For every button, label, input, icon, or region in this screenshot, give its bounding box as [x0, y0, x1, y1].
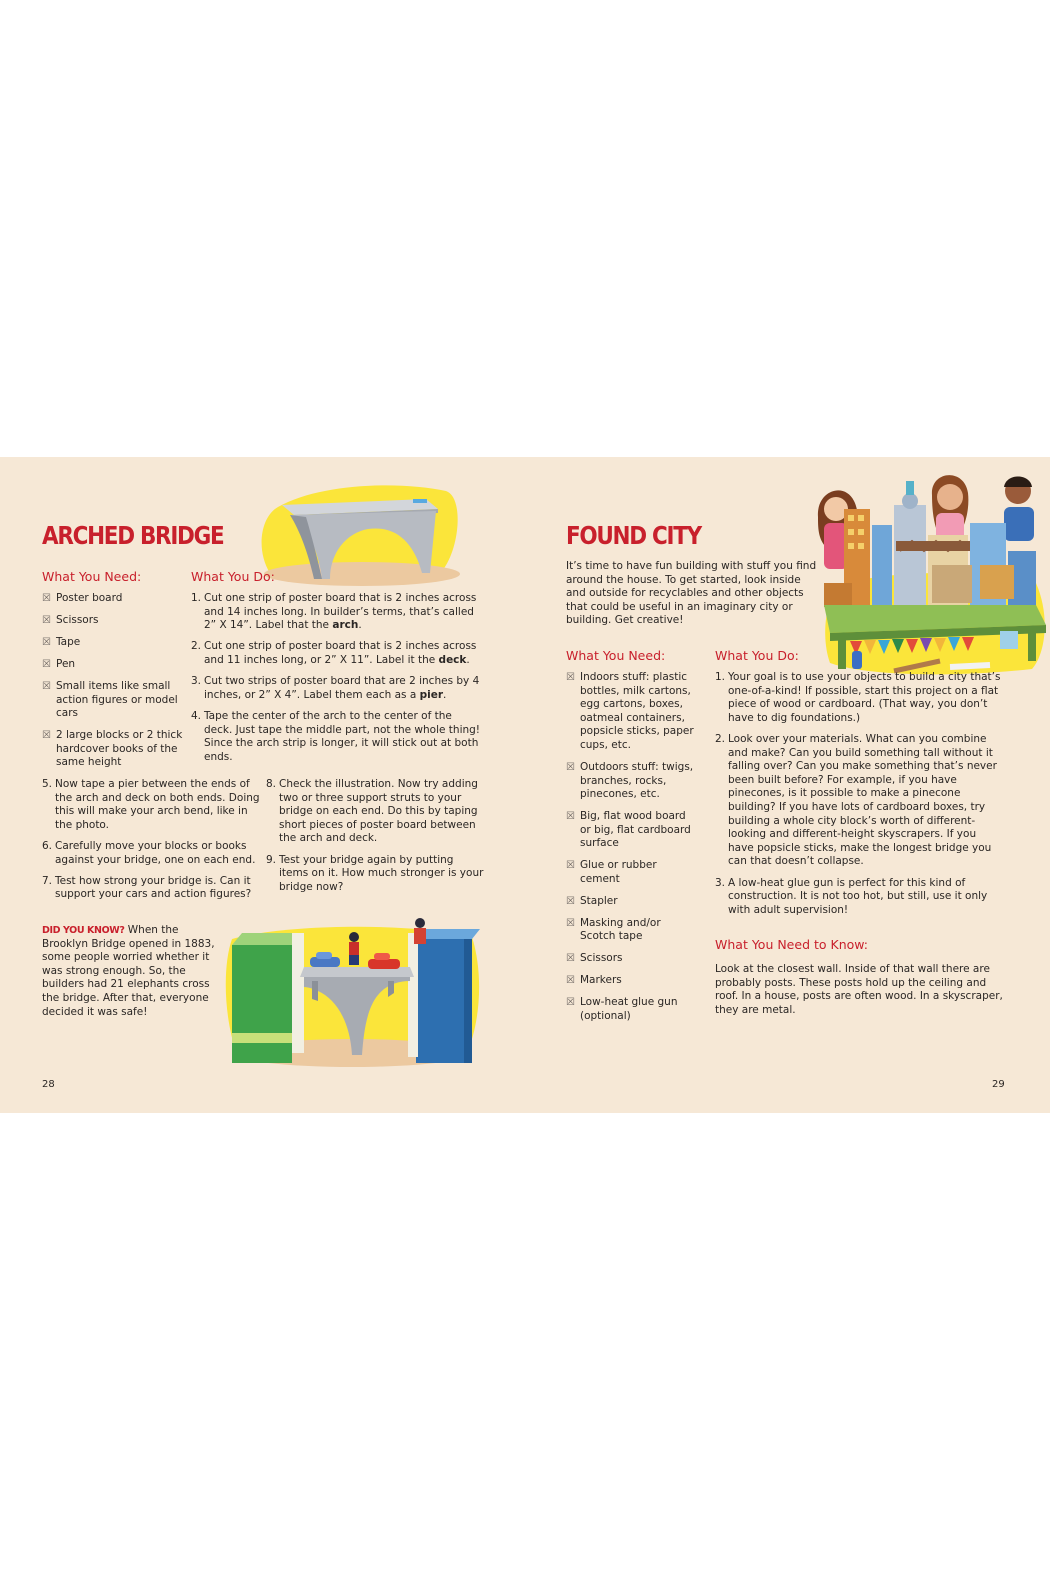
- bullet-icon: ☒: [566, 917, 575, 929]
- kids-city-illustration: [800, 465, 1050, 677]
- bullet-icon: ☒: [566, 761, 575, 773]
- list-item: ☒ Outdoors stuff: twigs, branches, rocks, pinecones, etc.: [566, 760, 694, 801]
- list-item: ☒ Glue or rubber cement: [566, 859, 657, 885]
- book-spread: [0, 457, 1050, 1113]
- list-item: ☒ Stapler: [566, 894, 618, 907]
- list-item: ☒ Low-heat glue gun (optional): [566, 996, 678, 1022]
- list-item: ☒ Small items like small action figures or model cars: [42, 679, 178, 720]
- list-item: ☒ Big, flat wood board or big, flat cardboard surface: [566, 810, 691, 850]
- bullet-icon: ☒: [42, 614, 51, 626]
- list-item: ☒ Scissors: [42, 613, 99, 626]
- what-you-need-heading: What You Need:: [42, 569, 142, 584]
- book-bridge-illustration: [218, 915, 486, 1073]
- bullet-icon: ☒: [42, 730, 51, 742]
- list-item: ☒ Poster board: [42, 592, 123, 604]
- what-you-need-heading-right: What You Need:: [566, 648, 666, 663]
- list-item: ☒ Tape: [42, 635, 81, 648]
- did-you-know-label: DID YOU KNOW?: [42, 925, 125, 936]
- left-steps-1-4: [191, 592, 481, 772]
- page-number-left: 28: [42, 1079, 55, 1090]
- bullet-icon: ☒: [42, 636, 51, 648]
- left-steps-5-7: [42, 778, 260, 910]
- bullet-icon: ☒: [566, 975, 575, 987]
- what-you-need-to-know-text: Look at the closest wall. Inside of that wall there are probably posts. These posts hold up the ceiling and roof. In a house, posts are often wood. In a skyscraper, they are metal.: [715, 963, 1003, 1016]
- step-item: 6. Carefully move your blocks or books against your bridge, one on each end.: [42, 839, 256, 866]
- did-you-know-text: When the Brooklyn Bridge opened in 1883, some people worried whether it was strong enough. So, the builders had 21 elephants cross the bridge. After that, everyone decided it was safe!: [42, 924, 215, 1018]
- what-you-do-heading: What You Do:: [191, 569, 275, 584]
- right-need-list: [566, 671, 698, 1032]
- did-you-know-box: [42, 924, 220, 1019]
- bullet-icon: ☒: [42, 593, 51, 604]
- step-item: 1. Cut one strip of poster board that is 2 inches across and 14 inches long. In builder’s terms, that’s called 2” X 14”. Label that the arch.: [191, 592, 477, 632]
- page-number-right: 29: [992, 1079, 1005, 1090]
- list-item: ☒ Markers: [566, 974, 622, 987]
- step-item: 3. Cut two strips of poster board that are 2 inches by 4 inches, or 2” X 4”. Label them each as a pier.: [191, 675, 480, 701]
- bullet-icon: ☒: [42, 658, 51, 670]
- step-item: 8. Check the illustration. Now try adding two or three support struts to your bridge on each end. Do this by taping short pieces of poster board between the arch and deck.: [266, 778, 478, 845]
- list-item: ☒ Pen: [42, 657, 76, 670]
- step-item: 2. Look over your materials. What can you combine and make? Can you build something tall without it falling over? Can you make something that’s never been built before? For example, if you have pinecones, is it possible to make a pinecone building? If you have lots of cardboard boxes, try building a whole city block’s worth of different-looking and different-height skyscrapers. If you have popsicle sticks, make the longest bridge you can that doesn’t collapse.: [715, 732, 997, 868]
- found-city-title: FOUND CITY: [566, 521, 701, 550]
- step-item: 3. A low-heat glue gun is perfect for this kind of construction. It is not too hot, but still, use it only with adult supervision!: [715, 876, 988, 916]
- paper-bridge-illustration: [250, 477, 470, 589]
- step-item: 1. Your goal is to use your objects to build a city that’s one-of-a-kind! If possible, start this project on a flat piece of wood or cardboard. (That way, you don’t have to dig foundations.): [715, 671, 1001, 724]
- bullet-icon: ☒: [566, 895, 575, 907]
- list-item: ☒ Indoors stuff: plastic bottles, milk cartons, egg cartons, boxes, oatmeal containers, popsicle sticks, paper cups, etc.: [566, 671, 694, 751]
- list-item: ☒ Masking and/or Scotch tape: [566, 916, 661, 943]
- bullet-icon: ☒: [566, 997, 575, 1009]
- bullet-icon: ☒: [42, 680, 51, 692]
- step-item: 7. Test how strong your bridge is. Can it support your cars and action figures?: [42, 874, 252, 901]
- what-you-need-to-know-heading: What You Need to Know:: [715, 937, 869, 952]
- what-you-do-heading-right: What You Do:: [715, 648, 799, 663]
- bullet-icon: ☒: [566, 953, 575, 965]
- list-item: ☒ 2 large blocks or 2 thick hardcover books of the same height: [42, 729, 183, 769]
- bullet-icon: ☒: [566, 811, 575, 823]
- list-item: ☒ Scissors: [566, 952, 623, 965]
- step-item: 2. Cut one strip of poster board that is 2 inches across and 11 inches long, or 2” X 11”. Label it the deck.: [191, 640, 477, 666]
- step-item: 9. Test your bridge again by putting items on it. How much stronger is your bridge now?: [266, 853, 484, 893]
- step-item: 5. Now tape a pier between the ends of the arch and deck on both ends. Doing this will make your arch bend, like in the photo.: [42, 778, 260, 831]
- left-need-list: [42, 592, 184, 778]
- left-steps-8-9: [266, 778, 484, 902]
- bullet-icon: ☒: [566, 672, 575, 683]
- right-steps: [715, 671, 1005, 925]
- found-city-intro: It’s time to have fun building with stuff you find around the house. To get started, look inside and outside for recyclables and other objects that could be useful in an imaginary city or building. Get creative!: [566, 560, 817, 627]
- bullet-icon: ☒: [566, 860, 575, 872]
- step-item: 4. Tape the center of the arch to the center of the deck. Just tape the middle part, not the whole thing! Since the arch strip is longer, it will stick out at both ends.: [191, 709, 481, 763]
- arched-bridge-title: ARCHED BRIDGE: [42, 521, 224, 550]
